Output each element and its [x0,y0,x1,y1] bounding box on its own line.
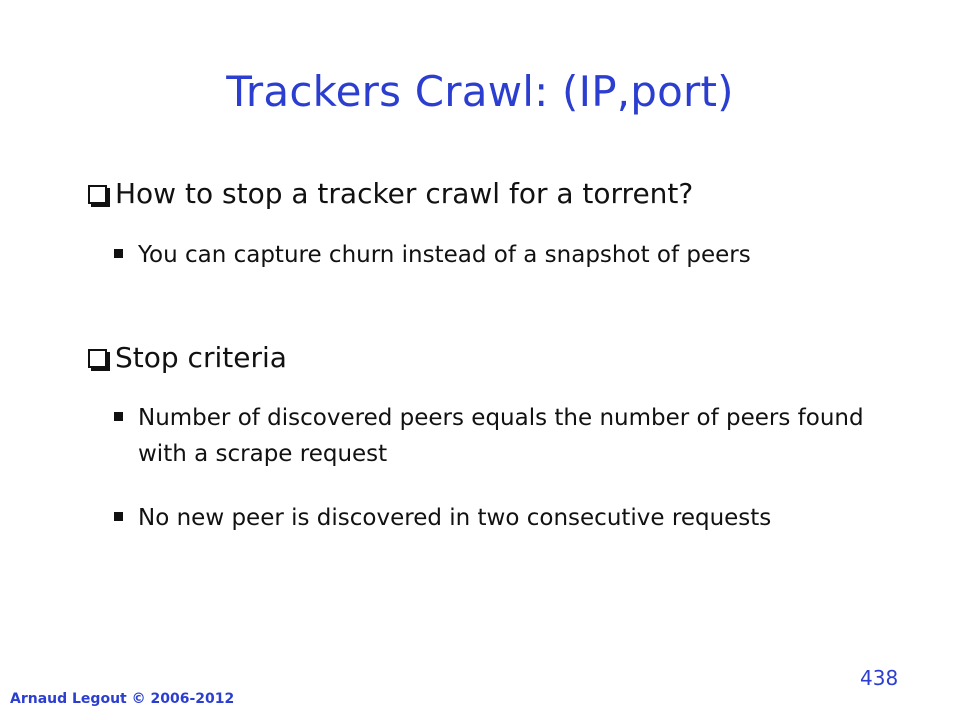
sub-bullet-item [114,237,914,273]
bullet-item [88,176,918,212]
page-number: 438 [860,666,899,690]
bullet-text: Stop criteria [115,341,287,374]
bullet-item [88,340,918,376]
filled-square-bullet-icon [114,249,123,258]
sub-bullet-text: No new peer is discovered in two consecutive requests [138,505,772,531]
sub-bullet-item [114,500,914,536]
slide-title: Trackers Crawl: (IP,port) [226,67,734,116]
sub-bullet-text: You can capture churn instead of a snapshot of peers [138,242,751,268]
bullet-text: How to stop a tracker crawl for a torrent? [115,177,694,210]
sub-bullet-text: Number of discovered peers equals the number of peers found with a scrape request [138,405,864,467]
sub-bullet-item [114,400,914,472]
filled-square-bullet-icon [114,512,123,521]
footer-copyright: Arnaud Legout © 2006-2012 [10,691,235,707]
hollow-square-bullet-icon [88,185,107,204]
filled-square-bullet-icon [114,412,123,421]
hollow-square-bullet-icon [88,349,107,368]
